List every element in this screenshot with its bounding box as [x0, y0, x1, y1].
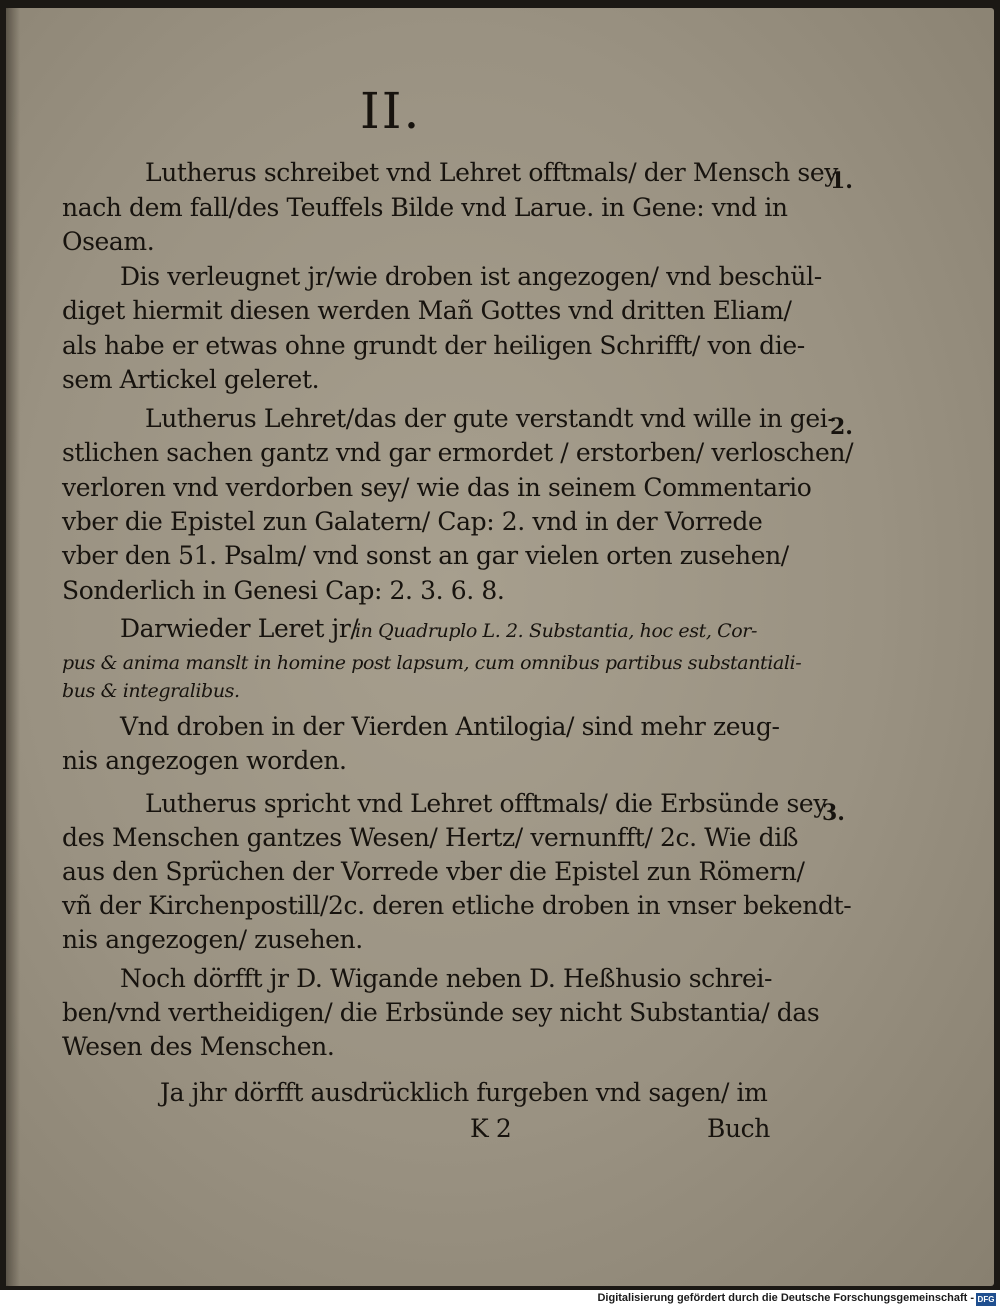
dfg-logo: DFG — [977, 1295, 995, 1304]
text-line: nis angezogen worden. — [62, 746, 347, 775]
footer-credit: Digitalisierung gefördert durch die Deutsche Forschungsgemeinschaft - — [597, 1292, 974, 1304]
text-line: aus den Sprüchen der Vorrede vber die Epistel zun Römern/ — [62, 857, 805, 886]
page-number: II. — [360, 82, 422, 140]
catchword: Buch — [707, 1114, 770, 1143]
text-line: Darwieder Leret jr/ — [120, 614, 359, 643]
text-line: vber die Epistel zun Galatern/ Cap: 2. vnd in der Vorrede — [62, 507, 763, 536]
text-line: stlichen sachen gantz vnd gar ermordet / erstorben/ verloschen/ — [62, 438, 854, 467]
text-line: sem Artickel geleret. — [62, 365, 320, 394]
footer-bar — [0, 1290, 1000, 1310]
text-line: Noch dörfft jr D. Wigande neben D. Heßhusio schrei- — [120, 964, 773, 993]
text-line: des Menschen gantzes Wesen/ Hertz/ vernunfft/ 2c. Wie diß — [62, 823, 799, 852]
latin-quote-line: bus & integralibus. — [62, 680, 240, 702]
latin-quote-line: in Quadruplo L. 2. Substantia, hoc est, Cor- — [355, 620, 757, 642]
text-line: nis angezogen/ zusehen. — [62, 925, 363, 954]
marginal-number-2: 2. — [830, 414, 853, 440]
text-line: als habe er etwas ohne grundt der heiligen Schrifft/ von die- — [62, 331, 805, 360]
text-line: Ja jhr dörfft ausdrücklich furgeben vnd sagen/ im — [160, 1078, 768, 1107]
marginal-number-3: 3. — [822, 800, 845, 826]
marginal-number-1: 1. — [830, 168, 853, 194]
text-line: Sonderlich in Genesi Cap: 2. 3. 6. 8. — [62, 576, 505, 605]
text-line: Oseam. — [62, 227, 155, 256]
text-line: nach dem fall/des Teuffels Bilde vnd Larue. in Gene: vnd in — [62, 193, 788, 222]
text-line: Lutherus schreibet vnd Lehret offtmals/ der Mensch sey — [145, 158, 838, 187]
text-line: Vnd droben in der Vierden Antilogia/ sind mehr zeug- — [120, 712, 780, 741]
text-line: vñ der Kirchenpostill/2c. deren etliche droben in vnser bekendt- — [62, 891, 852, 920]
text-line: verloren vnd verdorben sey/ wie das in seinem Commentario — [62, 473, 812, 502]
text-line: diget hiermit diesen werden Mañ Gottes vnd dritten Eliam/ — [62, 296, 792, 325]
signature-mark: K 2 — [470, 1114, 512, 1143]
text-line: vber den 51. Psalm/ vnd sonst an gar vielen orten zusehen/ — [62, 541, 789, 570]
text-line: Wesen des Menschen. — [62, 1032, 335, 1061]
text-line: ben/vnd vertheidigen/ die Erbsünde sey nicht Substantia/ das — [62, 998, 820, 1027]
page-binding-shadow — [6, 8, 20, 1286]
text-line: Lutherus Lehret/das der gute verstandt vnd wille in gei- — [145, 404, 836, 433]
text-line: Lutherus spricht vnd Lehret offtmals/ die Erbsünde sey — [145, 789, 828, 818]
latin-quote-line: pus & anima manslt in homine post lapsum, cum omnibus partibus substantiali- — [62, 652, 802, 674]
text-line: Dis verleugnet jr/wie droben ist angezogen/ vnd beschül- — [120, 262, 822, 291]
